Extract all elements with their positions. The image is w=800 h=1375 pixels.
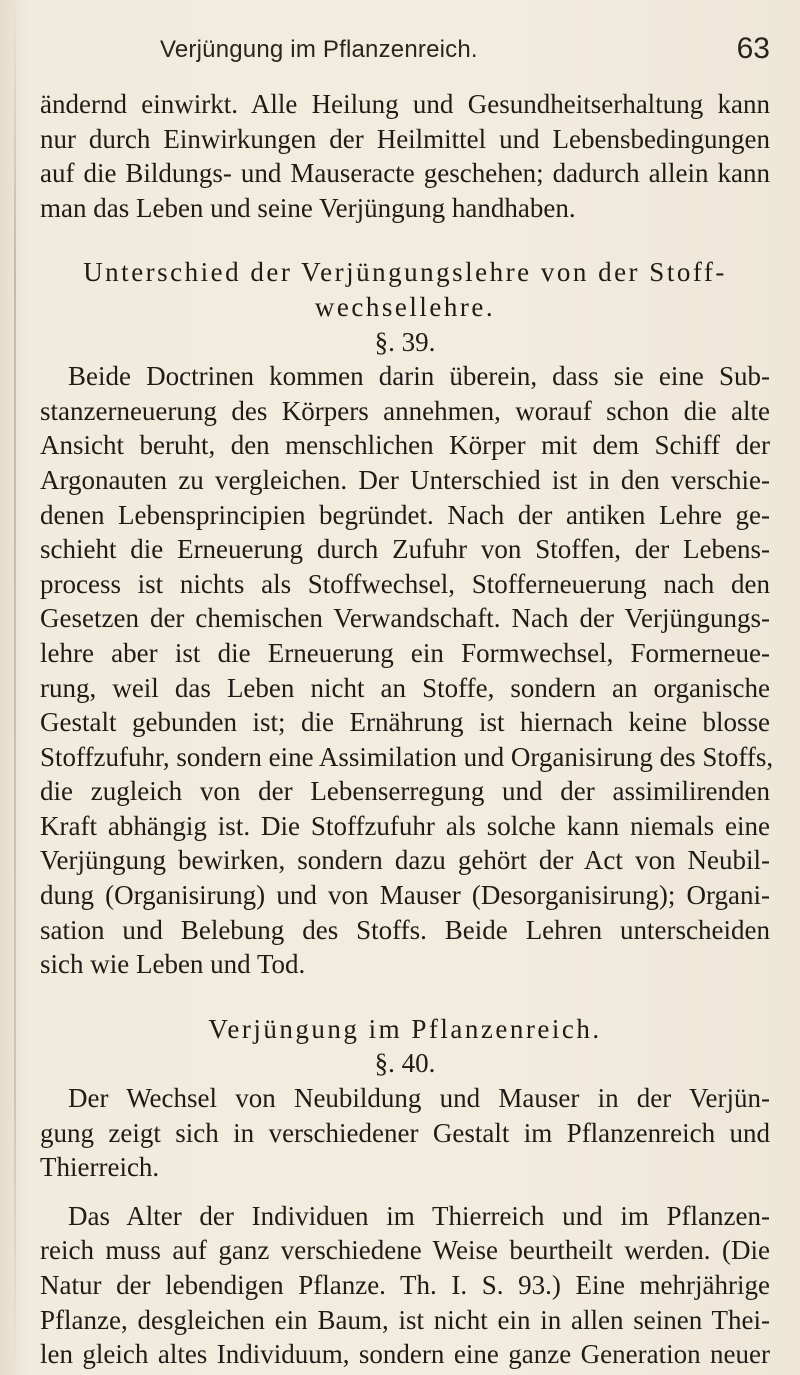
text-line: stanzerneuerung des Körpers annehmen, worauf schon die alte bbox=[40, 395, 770, 426]
section-40 bbox=[40, 1012, 770, 1372]
section-number: §. 39. bbox=[374, 326, 436, 357]
page-body bbox=[40, 87, 774, 1372]
text-line: Ansicht beruht, den menschlichen Körper mit dem Schiff der bbox=[40, 430, 770, 461]
section-heading: Unterschied der Verjüngungslehre von der Stoff- bbox=[83, 257, 727, 288]
text-line: rung, weil das Leben nicht an Stoffe, sondern an organische bbox=[40, 672, 770, 703]
text-line: gung zeigt sich in verschiedener Gestalt im Pflanzenreich und bbox=[40, 1117, 770, 1148]
page-number: 63 bbox=[736, 32, 770, 65]
text-line: Kraft abhängig ist. Die Stoffzufuhr als solche kann niemals eine bbox=[40, 810, 770, 841]
text-line: Gesetzen der chemischen Verwandschaft. Nach der Verjüngungs- bbox=[40, 603, 770, 634]
page-gutter-shadow bbox=[14, 0, 16, 1375]
text-line: Gestalt gebunden ist; die Ernährung ist hiernach keine blosse bbox=[40, 707, 770, 738]
text-line: ändernd einwirkt. Alle Heilung und Gesundheitserhaltung kann bbox=[40, 89, 770, 119]
text-line: schieht die Erneuerung durch Zufuhr von Stoffen, der Lebens- bbox=[40, 534, 770, 565]
text-line: process ist nichts als Stoffwechsel, Stofferneuerung nach den bbox=[40, 568, 770, 599]
text-line: nur durch Einwirkungen der Heilmittel und Lebensbedingungen bbox=[40, 123, 770, 154]
text-line: lehre aber ist die Erneuerung ein Formwechsel, Formerneue- bbox=[40, 637, 770, 668]
page-header bbox=[160, 32, 770, 76]
text-line: reich muss auf ganz verschiedene Weise beurtheilt werden. (Die bbox=[40, 1235, 770, 1266]
section-heading-continued: wechsellehre. bbox=[314, 291, 496, 322]
text-line: Beide Doctrinen kommen darin überein, dass sie eine Sub- bbox=[68, 361, 770, 392]
text-line: Verjüngung bewirken, sondern dazu gehört der Act von Neubil- bbox=[40, 845, 770, 876]
text-line: auf die Bildungs- und Mauseracte geschehen; dadurch allein kann bbox=[40, 158, 770, 189]
text-line: Stoffzufuhr, sondern eine Assimilation und Organisirung des Stoffs, bbox=[40, 741, 774, 772]
text-line: len gleich altes Individuum, sondern eine ganze Generation neuer bbox=[40, 1339, 770, 1370]
text-line: Thierreich. bbox=[40, 1152, 160, 1183]
text-line: sation und Belebung des Stoffs. Beide Lehren unterscheiden bbox=[40, 914, 770, 945]
text-line: Der Wechsel von Neubildung und Mauser in der Verjün- bbox=[68, 1083, 770, 1114]
text-line: Das Alter der Individuen im Thierreich und im Pflanzen- bbox=[68, 1200, 770, 1231]
text-line: Argonauten zu vergleichen. Der Unterschied ist in den verschie- bbox=[40, 464, 770, 495]
text-line: man das Leben und seine Verjüngung handhaben. bbox=[40, 192, 576, 223]
section-heading: Verjüngung im Pflanzenreich. bbox=[208, 1013, 602, 1044]
running-title: Verjüngung im Pflanzenreich. bbox=[160, 36, 478, 63]
section-number: §. 40. bbox=[374, 1048, 436, 1079]
section-39 bbox=[40, 255, 774, 981]
text-line: denen Lebensprincipien begründet. Nach der antiken Lehre ge- bbox=[40, 499, 770, 530]
text-line: dung (Organisirung) und von Mauser (Desorganisirung); Organi- bbox=[40, 880, 770, 911]
text-line: Natur der lebendigen Pflanze. Th. I. S. 93.) Eine mehrjährige bbox=[40, 1270, 770, 1300]
text-line: sich wie Leben und Tod. bbox=[40, 949, 306, 980]
paragraph-continued bbox=[40, 87, 770, 225]
text-line: die zugleich von der Lebenserregung und der assimilirenden bbox=[40, 776, 770, 807]
text-line: Pflanze, desgleichen ein Baum, ist nicht ein in allen seinen Thei- bbox=[40, 1304, 770, 1335]
